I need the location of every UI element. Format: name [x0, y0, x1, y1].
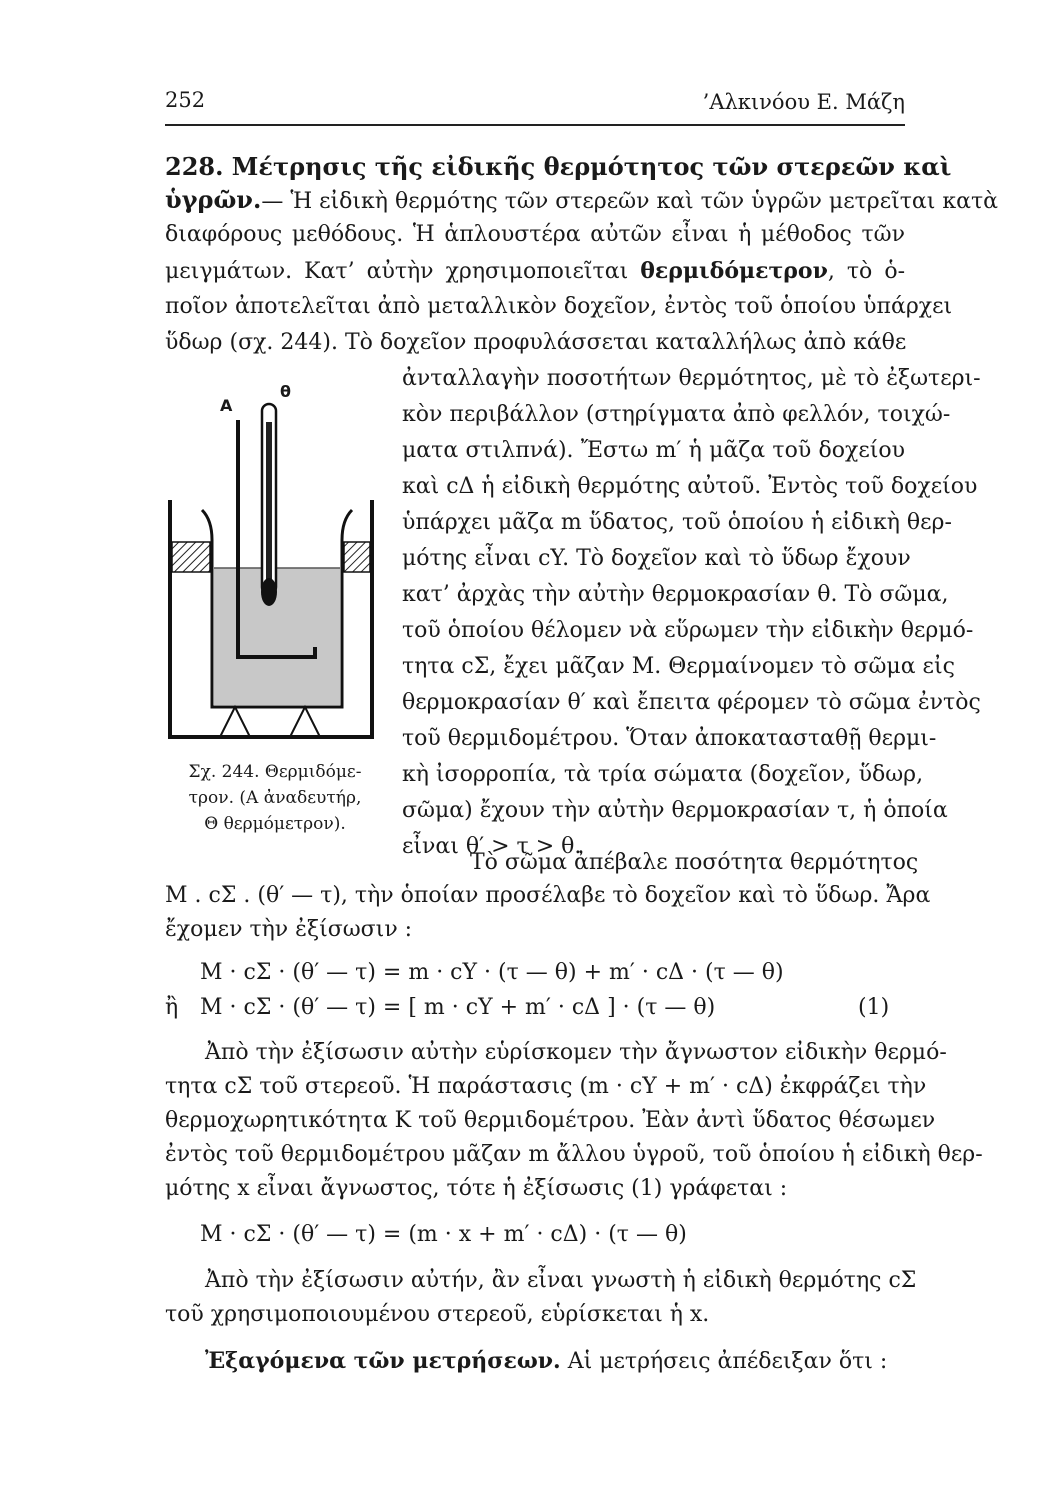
body-line: Τὸ σῶμα ἀπέβαλε ποσότητα θερμότητος: [470, 850, 919, 875]
body-line: ὕδωρ (σχ. 244). Τὸ δοχεῖον προφυλάσσεται καταλλήλως ἀπὸ κάθε: [165, 330, 907, 355]
label-thermometer: θ: [280, 382, 291, 401]
wrapped-line: τοῦ ὁποίου θέλομεν νὰ εὕρωμεν τὴν εἰδικὴν θερμό-: [402, 618, 974, 643]
body-line: τητα cΣ τοῦ στερεοῦ. Ἡ παράστασις (m · cY + m′ · cΔ) ἐκφράζει τὴν: [165, 1074, 927, 1099]
figure-caption-line: τρον. (Α ἀναδευτήρ,: [188, 788, 362, 808]
wrapped-line: σῶμα) ἔχουν τὴν αὐτὴν θερμοκρασίαν τ, ἡ ὁποία: [402, 798, 948, 823]
wrapped-line: μότης εἶναι cY. Τὸ δοχεῖον καὶ τὸ ὕδωρ ἔχουν: [402, 546, 911, 571]
body-line: [165, 258, 905, 285]
term-calorimeter: θερμιδόμετρον: [640, 258, 828, 284]
wrapped-line: ὑπάρχει μᾶζα m ὕδατος, τοῦ ὁποίου ἡ εἰδικὴ θερ-: [402, 510, 952, 535]
body-line: Ἀπὸ τὴν ἐξίσωσιν αὐτήν, ἂν εἶναι γνωστὴ ἡ εἰδικὴ θερμότης cΣ: [205, 1268, 917, 1293]
body-text: , τὸ ὁ-: [827, 259, 906, 284]
body-line: θερμοχωρητικότητα Κ τοῦ θερμιδομέτρου. Ἐὰν ἀντὶ ὕδατος θέσωμεν: [165, 1108, 936, 1133]
equation-number: (1): [858, 995, 890, 1020]
wrapped-line: ματα στιλπνά). Ἔστω m′ ἡ μᾶζα τοῦ δοχείου: [402, 438, 905, 463]
body-line: μότης x εἶναι ἄγνωστος, τότε ἡ ἐξίσωσις (1) γράφεται :: [165, 1176, 788, 1201]
label-stirrer: Α: [220, 396, 233, 415]
wrapped-line: εἶναι θ′ > τ > θ.: [402, 834, 582, 859]
cork-insulation-left: [172, 542, 210, 572]
figure-caption-line: Σχ. 244. Θερμιδόμε-: [188, 762, 362, 782]
wrapped-line: κὴ ἰσορροπία, τὰ τρία σώματα (δοχεῖον, ὕδωρ,: [402, 762, 924, 787]
equation-a: Μ · cΣ · (θ′ — τ) = m · cY · (τ — θ) + m′ · cΔ · (τ — θ): [200, 960, 784, 985]
body-line: Μ . cΣ . (θ′ — τ), τὴν ὁποίαν προσέλαβε τὸ δοχεῖον καὶ τὸ ὕδωρ. Ἄρα: [165, 883, 931, 908]
wrapped-line: κὸν περιβάλλον (στηρίγματα ἀπὸ φελλόν, τοιχώ-: [402, 402, 951, 427]
calorimeter-figure: [160, 382, 382, 754]
body-line: διαφόρους μεθόδους. Ἡ ἁπλουστέρα αὐτῶν εἶναι ἡ μέθοδος τῶν: [165, 222, 905, 247]
figure-caption-line: Θ θερμόμετρον).: [204, 814, 346, 834]
body-line: τοῦ χρησιμοποιουμένου στερεοῦ, εὑρίσκεται ἡ x.: [165, 1302, 710, 1327]
page-number: 252: [165, 88, 206, 112]
body-line: ἔχομεν τὴν ἐξίσωσιν :: [165, 917, 413, 942]
cork-insulation-right: [344, 542, 370, 572]
section-heading-line: [165, 152, 952, 182]
body-text: — Ἡ εἰδικὴ θερμότης τῶν στερεῶν καὶ τῶν ὑγρῶν μετρεῖται κατὰ: [261, 189, 999, 214]
wrapped-line: κατ’ ἀρχὰς τὴν αὐτὴν θερμοκρασίαν θ. Τὸ σῶμα,: [402, 582, 949, 607]
wrapped-line: τητα cΣ, ἔχει μᾶζαν Μ. Θερμαίνομεν τὸ σῶμα εἰς: [402, 654, 955, 679]
wrapped-line: τοῦ θερμιδομέτρου. Ὅταν ἀποκατασταθῇ θερμι-: [402, 726, 937, 751]
wrapped-line: καὶ cΔ ἡ εἰδικὴ θερμότης αὐτοῦ. Ἐντὸς τοῦ δοχείου: [402, 474, 978, 499]
results-heading: Ἐξαγόμενα τῶν μετρήσεων.: [205, 1348, 561, 1374]
support-right: [290, 707, 320, 737]
body-line: ποῖον ἀποτελεῖται ἀπὸ μεταλλικὸν δοχεῖον, ἐντὸς τοῦ ὁποίου ὑπάρχει: [165, 294, 953, 319]
body-line: ἐντὸς τοῦ θερμιδομέτρου μᾶζαν m ἄλλου ὑγροῦ, τοῦ ὁποίου ἡ εἰδικὴ θερ-: [165, 1142, 983, 1167]
section-heading: 228. Μέτρησις τῆς εἰδικῆς θερμότητος τῶν στερεῶν καὶ: [165, 152, 952, 181]
body-text: μειγμάτων. Κατ’ αὐτὴν χρησιμοποιεῖται: [165, 259, 629, 284]
section-heading-end: ὑγρῶν.: [165, 185, 262, 214]
equation-b: Μ · cΣ · (θ′ — τ) = [ m · cY + m′ · cΔ ] · (τ — θ): [200, 995, 716, 1020]
body-line: Ἀπὸ τὴν ἐξίσωσιν αὐτὴν εὑρίσκομεν τὴν ἄγνωστον εἰδικὴν θερμό-: [205, 1040, 947, 1065]
running-head: ’Αλκινόου Ε. Μάζη: [702, 90, 905, 114]
body-line: [165, 185, 999, 215]
body-text: Αἱ μετρήσεις ἀπέδειξαν ὅτι :: [560, 1349, 888, 1374]
wrapped-line: θερμοκρασίαν θ′ καὶ ἔπειτα φέρομεν τὸ σῶμα ἐντὸς: [402, 690, 981, 715]
thermometer-bulb: [261, 578, 277, 606]
equation-b-prefix: ἢ: [165, 995, 179, 1020]
header-rule: [165, 124, 905, 126]
equation-c: Μ · cΣ · (θ′ — τ) = (m · x + m′ · cΔ) · (τ — θ): [200, 1222, 687, 1247]
wrapped-line: ἀνταλλαγὴν ποσοτήτων θερμότητος, μὲ τὸ ἐξωτερι-: [402, 366, 981, 391]
calorimeter-diagram: [160, 382, 382, 754]
body-line: [205, 1348, 905, 1375]
support-left: [220, 707, 250, 737]
